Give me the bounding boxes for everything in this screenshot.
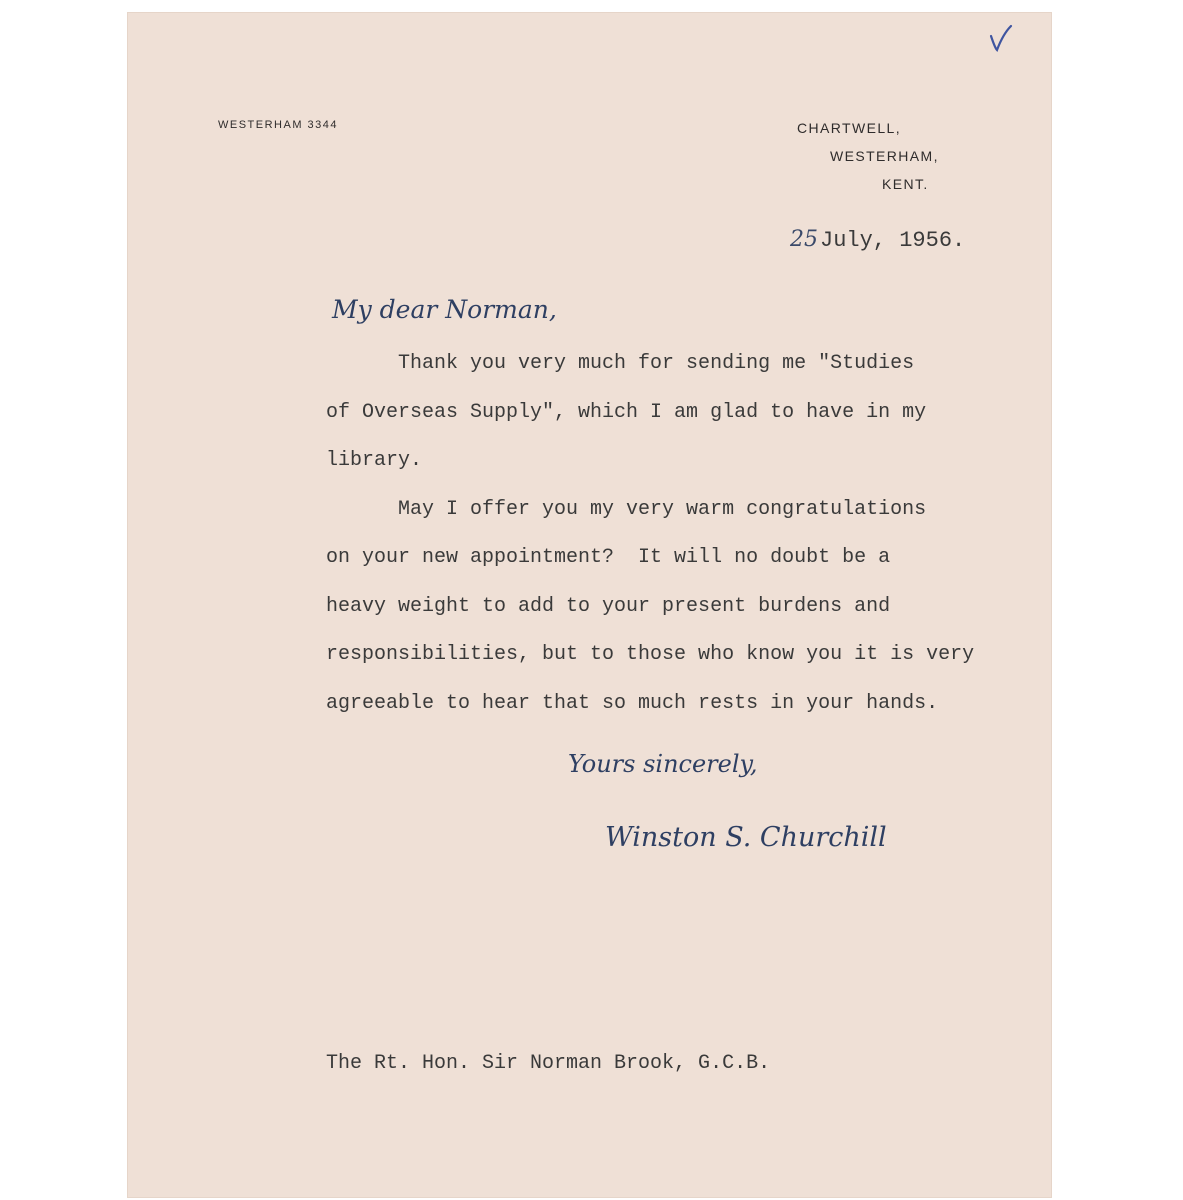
body-line: library. [326, 449, 423, 472]
body-line: agreeable to hear that so much rests in your hands. [326, 691, 939, 715]
salutation: My dear Norman, [332, 295, 557, 324]
body-line: responsibilities, but to those who know you it is very [326, 643, 975, 666]
date-month-year: July, 1956. [820, 228, 966, 253]
check-mark-icon [985, 22, 1015, 54]
closing: Yours sincerely, [568, 750, 758, 778]
body-line: on your new appointment? It will no doubt be a [326, 546, 891, 569]
letter-body [326, 340, 1016, 728]
signature: Winston S. Churchill [605, 822, 887, 853]
addressee: The Rt. Hon. Sir Norman Brook, G.C.B. [326, 1052, 771, 1075]
body-line: May I offer you my very warm congratulations [326, 497, 927, 521]
letterhead-telephone: WESTERHAM 3344 [218, 119, 339, 131]
body-line: of Overseas Supply", which I am glad to have in my [326, 400, 927, 424]
address-line: CHARTWELL, [797, 120, 901, 136]
letterhead-address [780, 114, 970, 198]
address-line: KENT. [882, 176, 929, 192]
letter-date [790, 227, 965, 253]
body-line: heavy weight to add to your present burdens and [326, 594, 891, 618]
body-line: Thank you very much for sending me "Studies [326, 352, 915, 375]
date-day-handwritten: 25 [790, 227, 818, 252]
address-line: WESTERHAM, [830, 148, 939, 164]
